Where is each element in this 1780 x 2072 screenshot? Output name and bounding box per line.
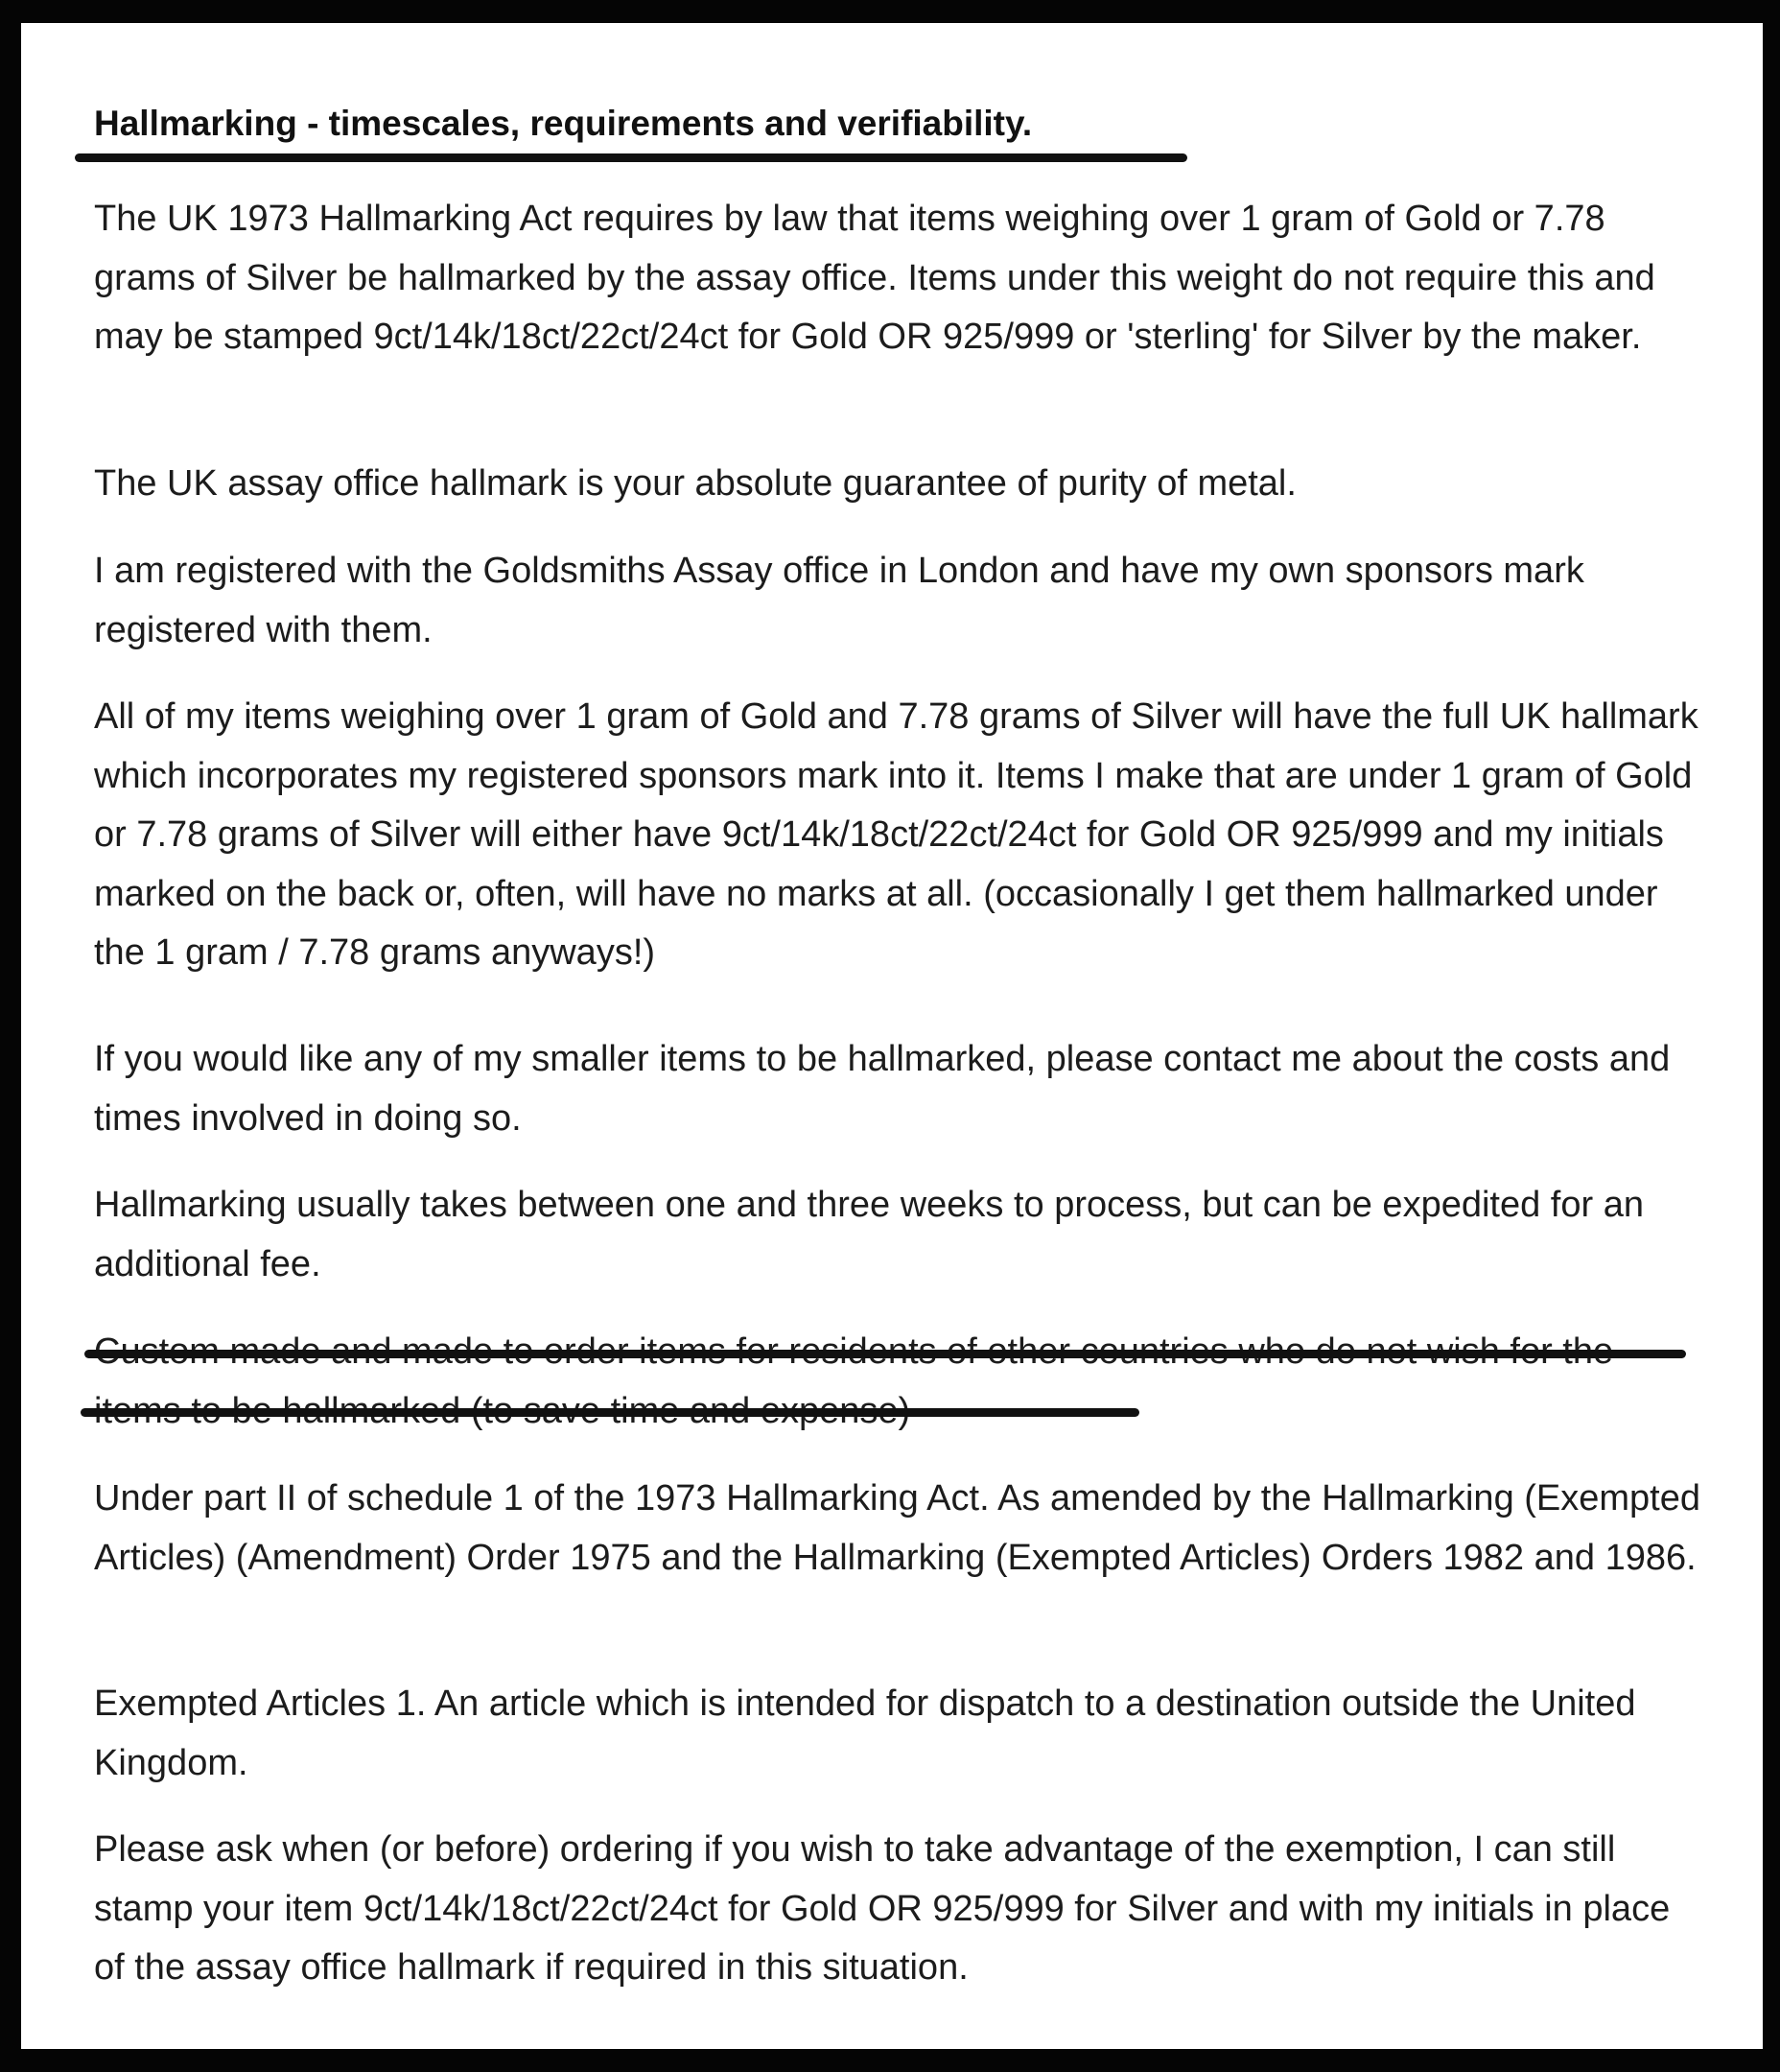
document-heading: Hallmarking - timescales, requirements and verifiability. [94,104,1033,143]
subheading-exemption [94,1323,1705,1441]
paragraph-hallmarking-act: The UK 1973 Hallmarking Act requires by law that items weighing over 1 gram of Gold or 7.78 grams of Silver be hallmarked by the assay office. Items under this weight do not require this and may be stamped 9ct/14k/18ct/22ct/24ct for Gold OR 925/999 or 'sterling' for Silver by the maker. [94,199,1655,357]
document-page [21,23,1763,2049]
heading-underline [75,153,1187,162]
paragraph-ask-exemption: Please ask when (or before) ordering if you wish to take advantage of the exemption, I can still stamp your item 9ct/14k/18ct/22ct/24ct for Gold OR 925/999 for Silver and with my initials in place of the assay office hallmark if required in this situation. [94,1829,1671,1988]
paragraph-item-marks: All of my items weighing over 1 gram of Gold and 7.78 grams of Silver will have the full UK hallmark which incorporates my registered sponsors mark into it. Items I make that are under 1 gram of Gold or 7.78 grams of Silver will either have 9ct/14k/18ct/22ct/24ct for Gold OR 925/999 and my initials marked on the back or, often, will have no marks at all. (occasionally I get them hallmarked under the 1 gram / 7.78 grams anyways!) [94,696,1698,973]
paragraph-contact: If you would like any of my smaller items to be hallmarked, please contact me about the costs and times involved in doing so. [94,1039,1671,1139]
paragraph-guarantee: The UK assay office hallmark is your absolute guarantee of purity of metal. [94,463,1297,504]
subheading-underline-1 [84,1350,1686,1358]
paragraph-schedule: Under part II of schedule 1 of the 1973 Hallmarking Act. As amended by the Hallmarking (Exempted Articles) (Amendment) Order 1975 and the Hallmarking (Exempted Articles) Orders 1982 and 1986. [94,1478,1701,1578]
paragraph-timescales: Hallmarking usually takes between one and three weeks to process, but can be expedited for an additional fee. [94,1185,1644,1284]
paragraph-exempted-articles: Exempted Articles 1. An article which is intended for dispatch to a destination outside the United Kingdom. [94,1684,1636,1783]
subheading-underline-2 [81,1408,1139,1417]
paragraph-registration: I am registered with the Goldsmiths Assay office in London and have my own sponsors mark registered with them. [94,551,1584,650]
